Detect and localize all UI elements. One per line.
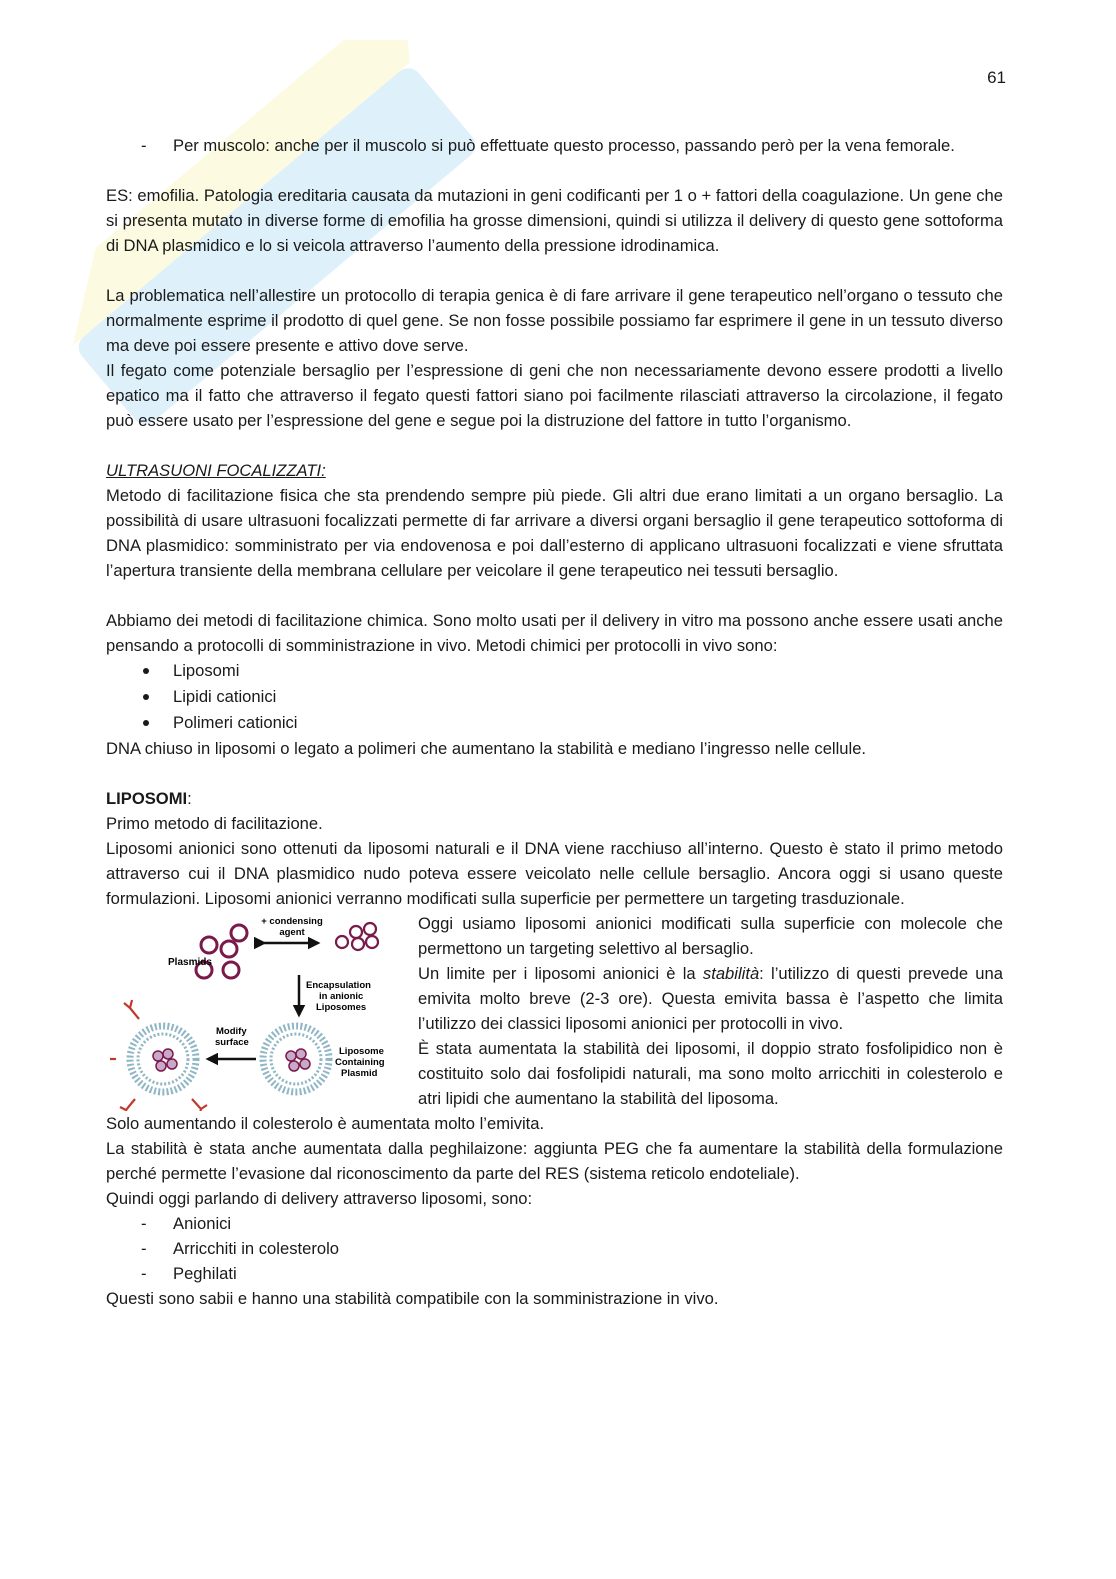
problem-paragraph: La problematica nell’allestire un protocollo di terapia genica è di fare arrivare il gene terapeutico nell’organo o tessuto che normalmente esprime il prodotto di quel gene. Se non fosse possibile possiamo far esprimere il gene in un tessuto diverso ma deve poi essere presente e attivo dove serve. xyxy=(106,286,1003,355)
liposomes-heading: LIPOSOMI xyxy=(106,789,188,808)
chemical-intro-paragraph: Abbiamo dei metodi di facilitazione chimica. Sono molto usati per il delivery in vitro ma possono anche essere usati anche pensando a protocolli di somministrazione in vivo. Metodi chimici per protocolli in vivo sono: xyxy=(106,611,1003,655)
closing-line: Questi sono sabii e hanno una stabilità compatibile con la somministrazione in vivo. xyxy=(106,1289,719,1308)
list-item: Liposomi xyxy=(106,658,1003,684)
stability-limit-text-start: Un limite per i liposomi anionici è la xyxy=(418,964,703,983)
condensing-label-2: agent xyxy=(279,927,305,938)
list-item: - Peghilati xyxy=(106,1261,1003,1286)
hemophilia-paragraph: ES: emofilia. Patologia ereditaria causata da mutazioni in geni codificanti per 1 o + fattori della coagulazione. Un gene che si presenta mutato in diverse forme di emofilia ha grosse dimensioni, quindi si utilizza il delivery di questo gene sottoforma di DNA plasmidico e lo si veicola attraverso l’aumento della pressione idrodinamica. xyxy=(106,186,1003,255)
first-method-line: Primo metodo di facilitazione. xyxy=(106,814,323,833)
encapsulation-label-3: Liposomes xyxy=(316,1002,367,1013)
surface-modification-text: Oggi usiamo liposomi anionici modificati sulla superficie con molecole che permettono un targeting selettivo al bersaglio. xyxy=(418,914,1003,958)
cholesterol-line: Solo aumentando il colesterolo è aumentata molto l’emivita. xyxy=(106,1114,545,1133)
stability-limit-text-end: : l’utilizzo di questi prevede una emivita molto breve (2-3 ore). Questa emivita bassa è l’aspetto che limita l’utilizzo dei classici liposomi anionici per protocolli in vivo. xyxy=(418,964,1003,1033)
targeted-liposome xyxy=(130,1026,196,1092)
liposome-label-3: Plasmid xyxy=(341,1068,378,1079)
plasmid-liposome xyxy=(263,1026,329,1092)
list-item: - Anionici xyxy=(106,1211,1003,1236)
condensing-label-1: + condensing xyxy=(261,916,323,927)
stability-term: stabilità xyxy=(702,964,760,983)
list-item: - Arricchiti in colesterolo xyxy=(106,1236,1003,1261)
figure-side-text xyxy=(418,911,1003,1111)
chemical-summary: DNA chiuso in liposomi o legato a polimeri che aumentano la stabilità e mediano l’ingresso nelle cellule. xyxy=(106,739,867,758)
modify-label-2: surface xyxy=(215,1037,249,1048)
list-item: Polimeri cationici xyxy=(106,710,1003,736)
plasmids-label: Plasmids xyxy=(168,957,212,968)
muscle-list-item: - Per muscolo: anche per il muscolo si può effettuate questo processo, passando però per la vena femorale. xyxy=(106,133,1003,158)
ultrasound-paragraph: Metodo di facilitazione fisica che sta prendendo sempre più piede. Gli altri due erano limitati a un organo bersaglio. La possibilità di usare ultrasuoni focalizzati permette di far arrivare a diversi organi bersaglio il gene terapeutico sottoforma di DNA plasmidico: somministrato per via endovenosa e poi dall’esterno di applicano ultrasuoni focalizzati e viene sfruttata l’apertura transiente della membrana cellulare per veicolare il gene terapeutico nei tessuti bersaglio. xyxy=(106,486,1003,580)
liver-paragraph: Il fegato come potenziale bersaglio per l’espressione di geni che non necessariamente devono essere prodotti a livello epatico ma il fatto che attraverso il fegato questi fattori siano poi facilmente rilasciati attraverso la circolazione, il fegato può essere usato per l’espressione del gene e segue poi la distruzione del fattore in tutto l’organismo. xyxy=(106,361,1003,430)
plasmid-group xyxy=(196,925,247,978)
encapsulation-label-1: Encapsulation xyxy=(306,980,371,991)
liposome-label-2: Containing xyxy=(335,1057,385,1068)
document-body xyxy=(106,133,1003,1311)
stability-limit-text xyxy=(418,961,1003,1036)
today-line: Quindi oggi parlando di delivery attraverso liposomi, sono: xyxy=(106,1189,533,1208)
modify-label-1: Modify xyxy=(216,1026,247,1037)
liposomes-heading-colon: : xyxy=(187,789,192,808)
figure-row xyxy=(106,911,1003,1111)
liposome-label-1: Liposome xyxy=(339,1046,384,1057)
peg-paragraph: La stabilità è stata anche aumentata dalla peghilaizone: aggiunta PEG che fa aumentare la stabilità della formulazione perché permette l’evasione dal riconoscimento da parte del RES (sistema reticolo endoteliale). xyxy=(106,1139,1003,1183)
stability-increase-text: È stata aumentata la stabilità dei liposomi, il doppio strato fosfolipidico non è costituito solo dai fosfolipidi naturali, ma sono molto arricchiti in colesterolo e atri lipidi che aumentano la stabilità del liposoma. xyxy=(418,1039,1003,1108)
condensed-plasmid-group xyxy=(336,923,378,950)
page-number: 61 xyxy=(987,68,1006,87)
list-item: Lipidi cationici xyxy=(106,684,1003,710)
liposome-encapsulation-figure xyxy=(106,911,418,1111)
ultrasound-heading: ULTRASUONI FOCALIZZATI: xyxy=(106,461,326,480)
anionic-liposomes-paragraph: Liposomi anionici sono ottenuti da liposomi naturali e il DNA viene racchiuso all’interno. Questo è stato il primo metodo attraverso cui il DNA plasmidico nudo poteva essere veicolato nelle cellule bersaglio. Ancora oggi si usano queste formulazioni. Liposomi anionici verranno modificati sulla superficie per permettere un targeting trasduzionale. xyxy=(106,839,1003,908)
encapsulation-label-2: in anionic xyxy=(319,991,364,1002)
